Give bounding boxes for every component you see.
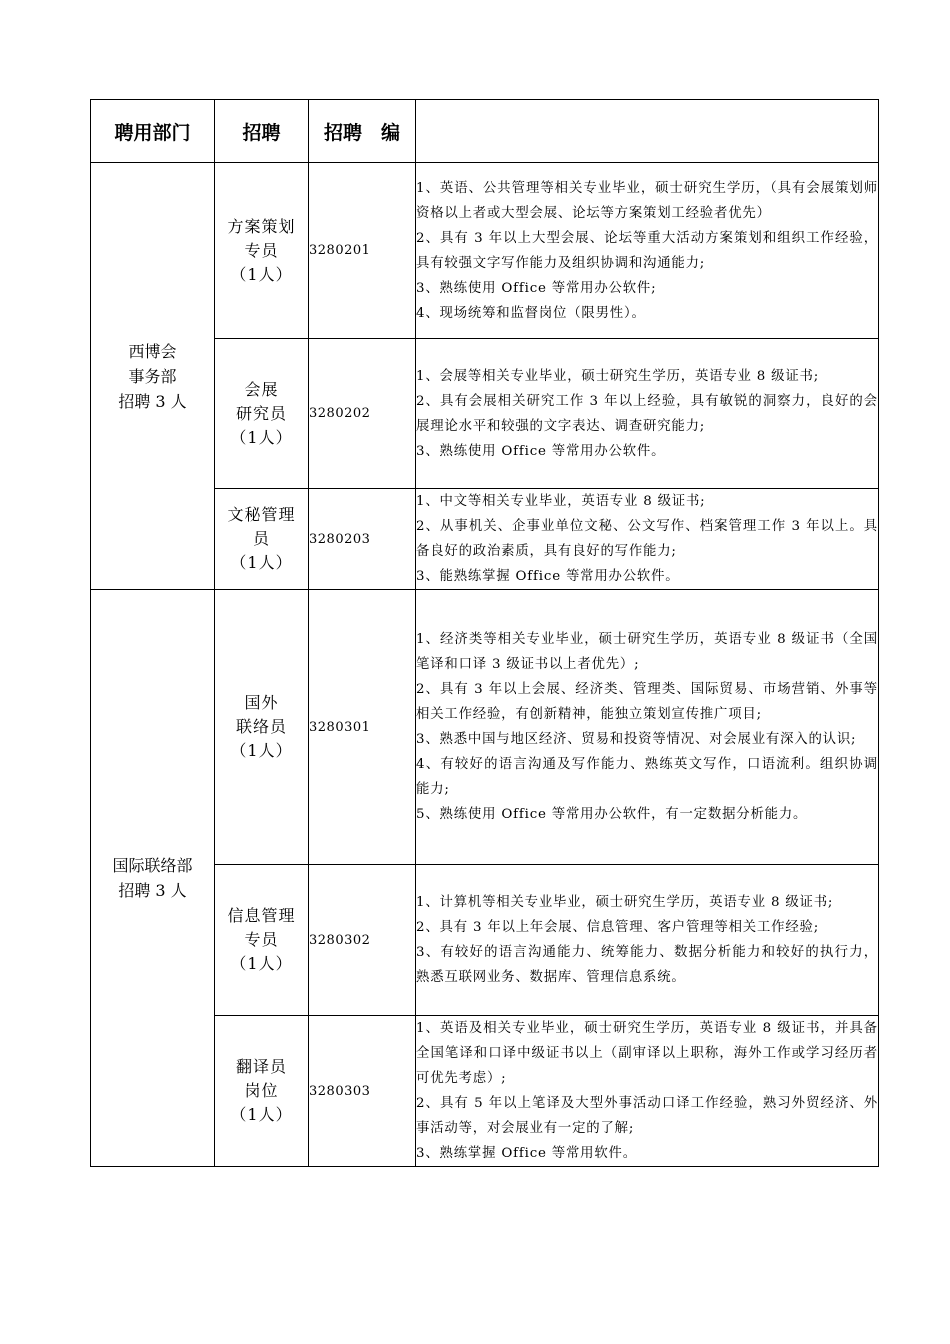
header-position: 招聘 — [215, 100, 309, 163]
recruitment-table — [90, 99, 879, 1167]
table-row — [91, 590, 879, 865]
requirement-item: 2、具有会展相关研究工作 3 年以上经验，具有敏锐的洞察力，良好的会展理论水平和较强的文字表达、调查研究能力; — [416, 393, 878, 434]
position-title: 信息管理 专员 （1人） — [215, 865, 309, 1016]
requirements-cell — [416, 590, 879, 865]
position-title: 方案策划 专员 （1人） — [215, 163, 309, 339]
header-row — [91, 100, 879, 163]
dept-cell: 西博会 事务部 招聘 3 人 — [91, 163, 215, 590]
position-title: 会展 研究员 （1人） — [215, 339, 309, 489]
position-title: 翻译员 岗位 （1人） — [215, 1016, 309, 1167]
requirement-item: 1、英语、公共管理等相关专业毕业，硕士研究生学历，（具有会展策划师资格以上者或大型会展、论坛等方案策划工经验者优先） — [416, 180, 878, 221]
position-title: 文秘管理 员 （1人） — [215, 489, 309, 590]
position-code: 3280202 — [309, 339, 416, 489]
dept-cell: 国际联络部 招聘 3 人 — [91, 590, 215, 1167]
requirement-item: 2、具有 5 年以上笔译及大型外事活动口译工作经验，熟习外贸经济、外事活动等，对会展业有一定的了解; — [416, 1096, 878, 1136]
requirement-item: 2、具有 3 年以上大型会展、论坛等重大活动方案策划和组织工作经验，具有较强文字写作能力及组织协调和沟通能力; — [416, 230, 878, 271]
requirement-item: 5、熟练使用 Office 等常用办公软件，有一定数据分析能力。 — [416, 807, 808, 822]
requirement-item: 3、熟练使用 Office 等常用办公软件。 — [416, 443, 666, 459]
header-code: 招聘 编 — [309, 100, 416, 163]
requirement-item: 4、现场统筹和监督岗位（限男性）。 — [416, 305, 646, 321]
requirement-item: 3、熟悉中国与地区经济、贸易和投资等情况、对会展业有深入的认识; — [416, 732, 857, 747]
requirement-item: 1、中文等相关专业毕业，英语专业 8 级证书; — [416, 494, 706, 509]
requirement-item: 1、英语及相关专业毕业，硕士研究生学历，英语专业 8 级证书，并具备全国笔译和口译中级证书以上（副审译以上职称，海外工作或学习经历者可优先考虑）; — [416, 1021, 878, 1086]
requirement-item: 2、具有 3 年以上年会展、信息管理、客户管理等相关工作经验; — [416, 920, 820, 935]
requirement-item: 4、有较好的语言沟通及写作能力、熟练英文写作，口语流利。组织协调能力; — [416, 757, 878, 797]
position-code: 3280301 — [309, 590, 416, 865]
header-dept: 聘用部门 — [91, 100, 215, 163]
requirement-item: 2、从事机关、企事业单位文秘、公文写作、档案管理工作 3 年以上。具备良好的政治素质，具有良好的写作能力; — [416, 519, 878, 559]
requirement-item: 3、能熟练掌握 Office 等常用办公软件。 — [416, 569, 680, 584]
requirement-item: 1、计算机等相关专业毕业，硕士研究生学历，英语专业 8 级证书; — [416, 895, 834, 910]
position-code: 3280303 — [309, 1016, 416, 1167]
position-code: 3280201 — [309, 163, 416, 339]
requirement-item: 2、具有 3 年以上会展、经济类、管理类、国际贸易、市场营销、外事等相关工作经验，有创新精神，能独立策划宣传推广项目; — [416, 682, 878, 722]
requirement-item: 3、熟练使用 Office 等常用办公软件; — [416, 280, 657, 296]
table-row — [91, 163, 879, 339]
requirements-cell — [416, 163, 879, 339]
position-code: 3280302 — [309, 865, 416, 1016]
requirements-cell — [416, 1016, 879, 1167]
requirement-item: 3、有较好的语言沟通能力、统筹能力、数据分析能力和较好的执行力，熟悉互联网业务、数据库、管理信息系统。 — [416, 945, 878, 985]
position-title: 国外 联络员 （1人） — [215, 590, 309, 865]
requirements-cell — [416, 865, 879, 1016]
requirement-item: 3、熟练掌握 Office 等常用软件。 — [416, 1146, 637, 1161]
requirements-cell — [416, 489, 879, 590]
position-code: 3280203 — [309, 489, 416, 590]
requirements-cell — [416, 339, 879, 489]
header-requirements — [416, 100, 879, 163]
requirement-item: 1、经济类等相关专业毕业，硕士研究生学历，英语专业 8 级证书（全国笔译和口译 3 级证书以上者优先）; — [416, 632, 878, 672]
requirement-item: 1、会展等相关专业毕业，硕士研究生学历，英语专业 8 级证书; — [416, 368, 820, 384]
